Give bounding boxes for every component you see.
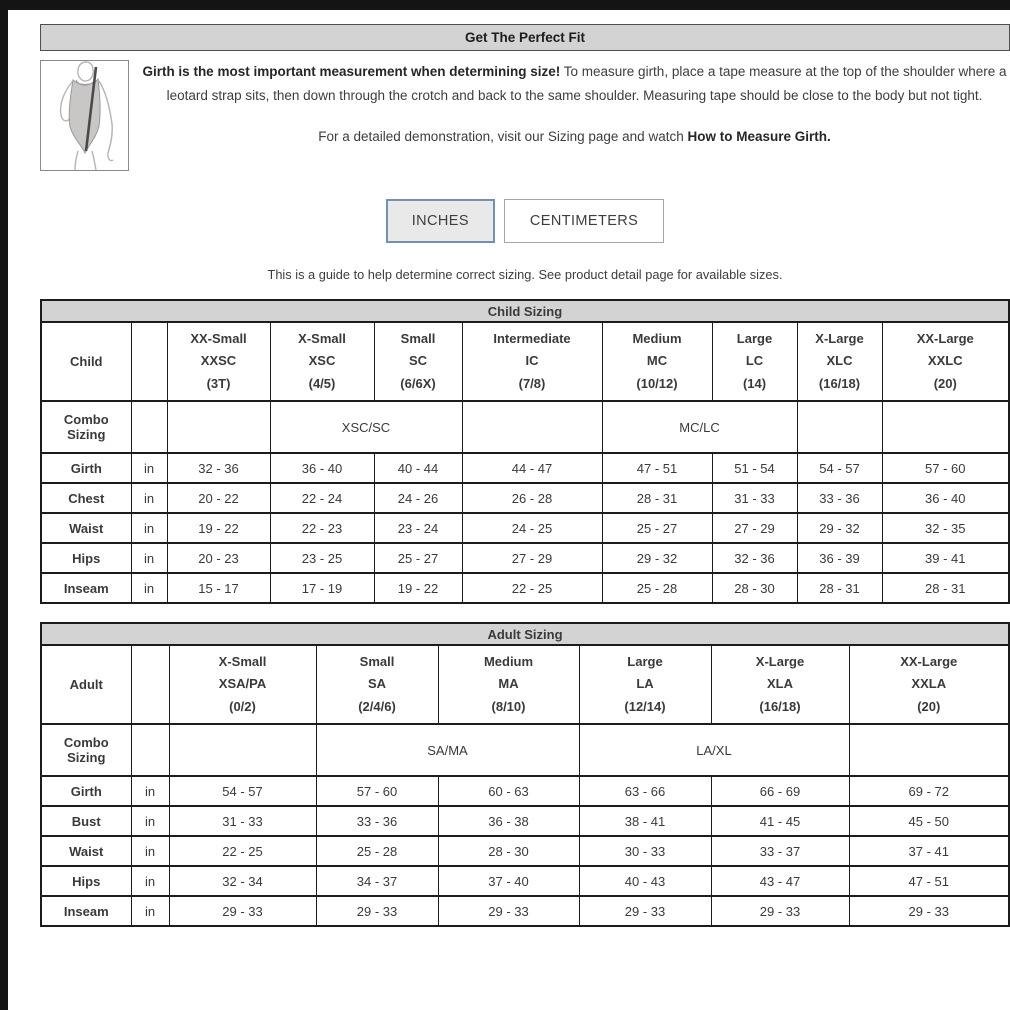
centimeters-button[interactable]: CENTIMETERS bbox=[504, 199, 664, 243]
size-header-name: Medium bbox=[632, 331, 682, 347]
size-column-header bbox=[374, 322, 462, 401]
size-header-name: X-Large bbox=[755, 654, 805, 670]
unit-cell: in bbox=[131, 776, 169, 806]
size-range-cell: 37 - 41 bbox=[849, 836, 1009, 866]
size-range-cell: 20 - 22 bbox=[167, 483, 270, 513]
column-header-row bbox=[41, 645, 1009, 724]
size-column-header bbox=[167, 322, 270, 401]
size-range-cell: 23 - 24 bbox=[374, 513, 462, 543]
child-sizing-table bbox=[40, 299, 1010, 604]
size-range-cell: 25 - 28 bbox=[602, 573, 712, 603]
measurement-row bbox=[41, 836, 1009, 866]
size-column-header bbox=[438, 645, 579, 724]
size-header-sizes: (16/18) bbox=[818, 375, 861, 391]
size-range-cell: 45 - 50 bbox=[849, 806, 1009, 836]
inches-button[interactable]: INCHES bbox=[386, 199, 495, 243]
size-range-cell: 22 - 25 bbox=[462, 573, 602, 603]
size-range-cell: 25 - 27 bbox=[374, 543, 462, 573]
measurement-label: Bust bbox=[41, 806, 131, 836]
size-header-sizes: (2/4/6) bbox=[358, 698, 396, 714]
size-range-cell: 36 - 40 bbox=[882, 483, 1009, 513]
table-group-label: Child bbox=[41, 322, 131, 401]
window-border-left bbox=[0, 0, 8, 1010]
table-group-label: Adult bbox=[41, 645, 131, 724]
size-header-sizes: (0/2) bbox=[229, 698, 256, 714]
size-range-cell: 17 - 19 bbox=[270, 573, 374, 603]
demo-prefix-text: For a detailed demonstration, visit our Sizing page and watch bbox=[318, 128, 688, 144]
size-header-code: SA bbox=[367, 676, 387, 692]
size-column-header bbox=[579, 645, 711, 724]
measurement-label: Waist bbox=[41, 513, 131, 543]
size-range-cell: 25 - 28 bbox=[316, 836, 438, 866]
size-header-name: X-Small bbox=[298, 331, 346, 347]
size-header-name: Large bbox=[627, 654, 663, 670]
size-range-cell: 25 - 27 bbox=[602, 513, 712, 543]
size-range-cell: 51 - 54 bbox=[712, 453, 797, 483]
demo-bold-text: How to Measure Girth. bbox=[687, 128, 831, 144]
unit-cell: in bbox=[131, 513, 167, 543]
size-range-cell: 40 - 43 bbox=[579, 866, 711, 896]
unit-cell: in bbox=[131, 453, 167, 483]
measurement-row bbox=[41, 513, 1009, 543]
size-range-cell: 41 - 45 bbox=[711, 806, 849, 836]
size-column-header bbox=[270, 322, 374, 401]
size-range-cell: 26 - 28 bbox=[462, 483, 602, 513]
measurement-label: Girth bbox=[41, 453, 131, 483]
measurement-label: Hips bbox=[41, 543, 131, 573]
size-range-cell: 22 - 25 bbox=[169, 836, 316, 866]
size-range-cell: 32 - 36 bbox=[712, 543, 797, 573]
size-range-cell: 32 - 36 bbox=[167, 453, 270, 483]
size-range-cell: 47 - 51 bbox=[849, 866, 1009, 896]
unit-cell: in bbox=[131, 836, 169, 866]
size-header-sizes: (6/6X) bbox=[400, 375, 436, 391]
size-header-code: IC bbox=[525, 353, 539, 369]
intro-section bbox=[40, 60, 1010, 171]
combo-sizing-cell: XSC/SC bbox=[270, 401, 462, 453]
size-header-code: LA bbox=[636, 676, 654, 692]
size-range-cell: 29 - 32 bbox=[602, 543, 712, 573]
size-range-cell: 28 - 30 bbox=[712, 573, 797, 603]
size-header-name: XX-Large bbox=[900, 654, 958, 670]
size-range-cell: 57 - 60 bbox=[882, 453, 1009, 483]
size-column-header bbox=[882, 322, 1009, 401]
size-range-cell: 27 - 29 bbox=[462, 543, 602, 573]
girth-body-text: To measure girth, place a tape measure at the top of the shoulder where a leotard strap sits, then down through the crotch and back to the same shoulder. Measuring tape should be close to the body but not tight. bbox=[166, 64, 1007, 104]
size-header-code: MA bbox=[498, 676, 519, 692]
size-range-cell: 31 - 33 bbox=[712, 483, 797, 513]
size-range-cell: 57 - 60 bbox=[316, 776, 438, 806]
demo-line bbox=[139, 125, 1010, 149]
combo-sizing-cell: MC/LC bbox=[602, 401, 797, 453]
unit-cell: in bbox=[131, 806, 169, 836]
combo-sizing-cell bbox=[882, 401, 1009, 453]
size-header-sizes: (16/18) bbox=[759, 698, 801, 714]
size-header-name: Intermediate bbox=[493, 331, 571, 347]
measurement-label: Girth bbox=[41, 776, 131, 806]
unit-cell: in bbox=[131, 573, 167, 603]
size-range-cell: 32 - 34 bbox=[169, 866, 316, 896]
measurement-row bbox=[41, 453, 1009, 483]
size-range-cell: 43 - 47 bbox=[711, 866, 849, 896]
size-range-cell: 33 - 37 bbox=[711, 836, 849, 866]
unit-toggle bbox=[40, 199, 1010, 243]
size-range-cell: 31 - 33 bbox=[169, 806, 316, 836]
size-header-name: Large bbox=[736, 331, 773, 347]
size-range-cell: 36 - 39 bbox=[797, 543, 882, 573]
size-header-sizes: (14) bbox=[742, 375, 767, 391]
page-title: Get The Perfect Fit bbox=[40, 24, 1010, 51]
size-range-cell: 60 - 63 bbox=[438, 776, 579, 806]
girth-bold-lead: Girth is the most important measurement when determining size! bbox=[142, 64, 561, 79]
size-range-cell: 28 - 30 bbox=[438, 836, 579, 866]
measurement-label: Inseam bbox=[41, 573, 131, 603]
size-range-cell: 36 - 38 bbox=[438, 806, 579, 836]
size-header-code: XXLC bbox=[927, 353, 963, 369]
combo-sizing-cell bbox=[169, 724, 316, 776]
size-range-cell: 29 - 33 bbox=[316, 896, 438, 926]
size-header-name: Medium bbox=[483, 654, 534, 670]
size-range-cell: 39 - 41 bbox=[882, 543, 1009, 573]
size-range-cell: 23 - 25 bbox=[270, 543, 374, 573]
size-header-name: XX-Small bbox=[190, 331, 247, 347]
measurement-label: Inseam bbox=[41, 896, 131, 926]
size-range-cell: 22 - 23 bbox=[270, 513, 374, 543]
size-header-code: XLC bbox=[826, 353, 853, 369]
unit-cell: in bbox=[131, 896, 169, 926]
size-header-name: X-Small bbox=[218, 654, 267, 670]
size-range-cell: 33 - 36 bbox=[316, 806, 438, 836]
measurement-row bbox=[41, 776, 1009, 806]
size-range-cell: 66 - 69 bbox=[711, 776, 849, 806]
size-range-cell: 19 - 22 bbox=[167, 513, 270, 543]
girth-measure-figure bbox=[40, 60, 129, 171]
size-range-cell: 47 - 51 bbox=[602, 453, 712, 483]
size-header-code: LC bbox=[745, 353, 764, 369]
size-header-sizes: (7/8) bbox=[518, 375, 546, 391]
table-title: Child Sizing bbox=[41, 300, 1009, 322]
size-range-cell: 28 - 31 bbox=[602, 483, 712, 513]
combo-sizing-label: Combo Sizing bbox=[41, 401, 131, 453]
size-header-code: XSC bbox=[308, 353, 336, 369]
measurement-row bbox=[41, 483, 1009, 513]
size-header-sizes: (12/14) bbox=[624, 698, 666, 714]
size-range-cell: 29 - 33 bbox=[169, 896, 316, 926]
measurement-label: Chest bbox=[41, 483, 131, 513]
measurement-row bbox=[41, 896, 1009, 926]
size-header-code: XLA bbox=[767, 676, 793, 692]
size-range-cell: 29 - 33 bbox=[711, 896, 849, 926]
size-header-sizes: (8/10) bbox=[491, 698, 526, 714]
combo-sizing-label: Combo Sizing bbox=[41, 724, 131, 776]
combo-unit-cell bbox=[131, 724, 169, 776]
measurement-row bbox=[41, 543, 1009, 573]
size-header-code: XXSC bbox=[200, 353, 237, 369]
unit-cell: in bbox=[131, 866, 169, 896]
size-column-header bbox=[316, 645, 438, 724]
size-header-name: Small bbox=[400, 331, 436, 347]
unit-header-cell bbox=[131, 645, 169, 724]
size-range-cell: 32 - 35 bbox=[882, 513, 1009, 543]
combo-sizing-cell: LA/XL bbox=[579, 724, 849, 776]
size-header-name: Small bbox=[359, 654, 395, 670]
column-header-row bbox=[41, 322, 1009, 401]
size-column-header bbox=[711, 645, 849, 724]
size-header-code: XSA/PA bbox=[218, 676, 267, 692]
size-column-header bbox=[712, 322, 797, 401]
sizing-guide-note: This is a guide to help determine correct sizing. See product detail page for available sizes. bbox=[267, 267, 783, 282]
size-header-sizes: (10/12) bbox=[636, 375, 678, 391]
girth-instructions bbox=[129, 60, 1010, 171]
size-header-sizes: (3T) bbox=[206, 375, 231, 391]
size-range-cell: 29 - 33 bbox=[849, 896, 1009, 926]
size-range-cell: 69 - 72 bbox=[849, 776, 1009, 806]
size-header-code: XXLA bbox=[911, 676, 947, 692]
size-range-cell: 33 - 36 bbox=[797, 483, 882, 513]
size-header-code: MC bbox=[646, 353, 668, 369]
measurement-row bbox=[41, 866, 1009, 896]
adult-sizing-table bbox=[40, 622, 1010, 927]
size-range-cell: 40 - 44 bbox=[374, 453, 462, 483]
combo-sizing-cell bbox=[462, 401, 602, 453]
window-border-top bbox=[0, 0, 1010, 10]
size-header-sizes: (20) bbox=[917, 698, 941, 714]
combo-sizing-cell: SA/MA bbox=[316, 724, 579, 776]
unit-cell: in bbox=[131, 483, 167, 513]
measurement-label: Waist bbox=[41, 836, 131, 866]
size-column-header bbox=[169, 645, 316, 724]
combo-sizing-cell bbox=[167, 401, 270, 453]
unit-header-cell bbox=[131, 322, 167, 401]
size-range-cell: 54 - 57 bbox=[169, 776, 316, 806]
combo-sizing-cell bbox=[797, 401, 882, 453]
combo-sizing-cell bbox=[849, 724, 1009, 776]
combo-sizing-row bbox=[41, 724, 1009, 776]
unit-cell: in bbox=[131, 543, 167, 573]
size-header-sizes: (4/5) bbox=[308, 375, 336, 391]
size-range-cell: 28 - 31 bbox=[797, 573, 882, 603]
size-range-cell: 63 - 66 bbox=[579, 776, 711, 806]
size-range-cell: 44 - 47 bbox=[462, 453, 602, 483]
size-header-sizes: (20) bbox=[933, 375, 957, 391]
size-range-cell: 29 - 33 bbox=[579, 896, 711, 926]
size-column-header bbox=[462, 322, 602, 401]
size-range-cell: 54 - 57 bbox=[797, 453, 882, 483]
size-range-cell: 15 - 17 bbox=[167, 573, 270, 603]
size-header-name: X-Large bbox=[815, 331, 864, 347]
size-range-cell: 37 - 40 bbox=[438, 866, 579, 896]
size-range-cell: 19 - 22 bbox=[374, 573, 462, 603]
size-range-cell: 29 - 33 bbox=[438, 896, 579, 926]
measurement-label: Hips bbox=[41, 866, 131, 896]
size-range-cell: 24 - 26 bbox=[374, 483, 462, 513]
measurement-row bbox=[41, 806, 1009, 836]
measurement-row bbox=[41, 573, 1009, 603]
sizing-guide-page bbox=[40, 24, 1010, 927]
size-range-cell: 27 - 29 bbox=[712, 513, 797, 543]
combo-sizing-row bbox=[41, 401, 1009, 453]
size-header-name: XX-Large bbox=[916, 331, 974, 347]
size-column-header bbox=[602, 322, 712, 401]
size-range-cell: 38 - 41 bbox=[579, 806, 711, 836]
size-range-cell: 20 - 23 bbox=[167, 543, 270, 573]
table-title: Adult Sizing bbox=[41, 623, 1009, 645]
size-range-cell: 29 - 32 bbox=[797, 513, 882, 543]
combo-unit-cell bbox=[131, 401, 167, 453]
size-column-header bbox=[797, 322, 882, 401]
size-range-cell: 24 - 25 bbox=[462, 513, 602, 543]
size-range-cell: 28 - 31 bbox=[882, 573, 1009, 603]
size-range-cell: 30 - 33 bbox=[579, 836, 711, 866]
size-header-code: SC bbox=[408, 353, 428, 369]
leotard-girth-diagram-icon bbox=[41, 61, 128, 170]
size-column-header bbox=[849, 645, 1009, 724]
size-range-cell: 36 - 40 bbox=[270, 453, 374, 483]
girth-instructions-paragraph bbox=[139, 60, 1010, 109]
size-range-cell: 22 - 24 bbox=[270, 483, 374, 513]
size-range-cell: 34 - 37 bbox=[316, 866, 438, 896]
